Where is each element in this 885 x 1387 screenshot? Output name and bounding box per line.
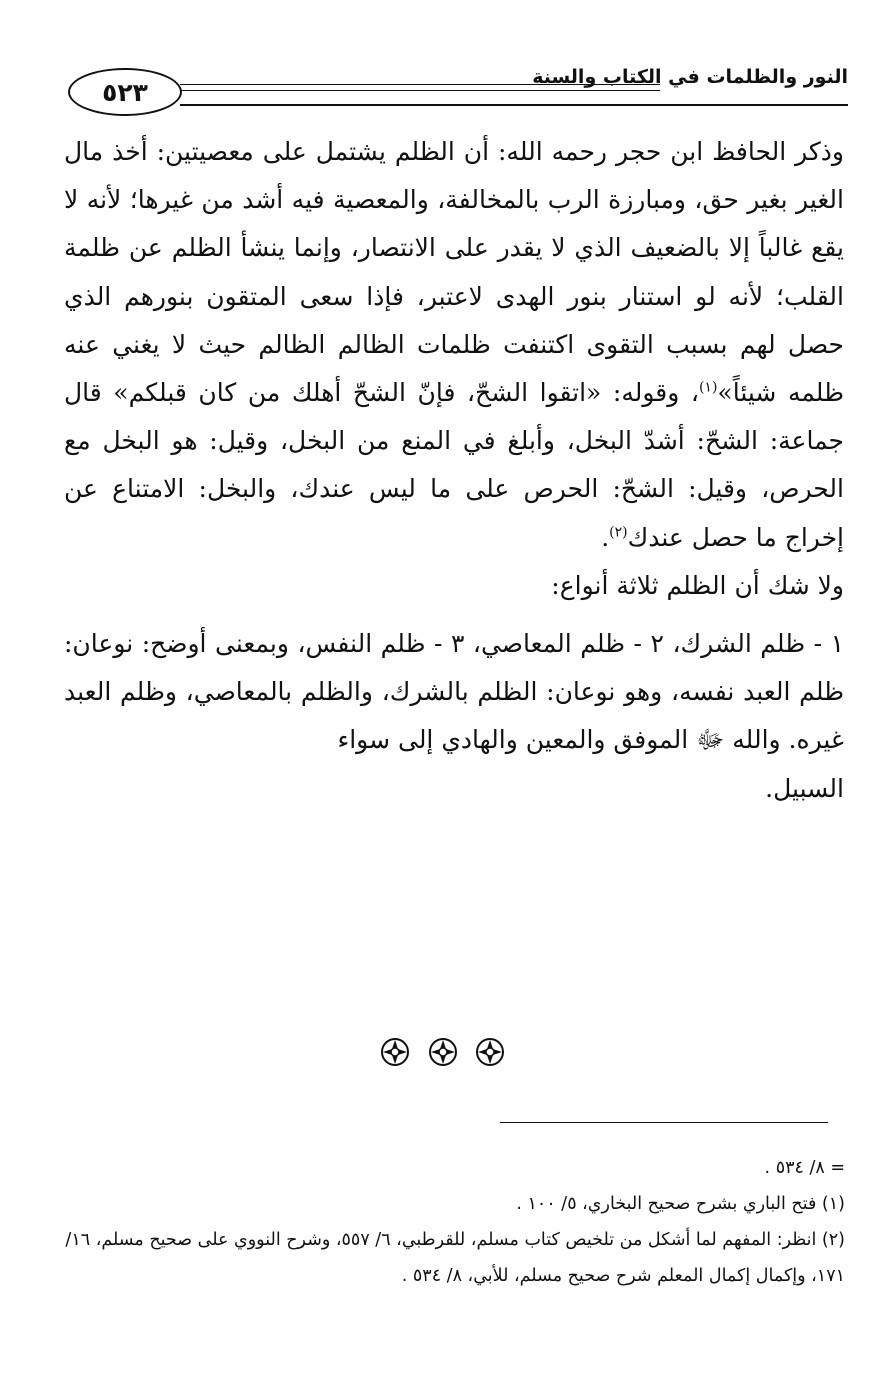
footnote-1: (١) فتح الباري بشرح صحيح البخاري، ٥/ ١٠٠ . [516, 1194, 845, 1214]
flower-ornament-icon [475, 1037, 505, 1067]
page-number-oval [68, 68, 182, 116]
footnote-marker-2: (٢) [609, 524, 628, 541]
footnote-marker-1: (١) [698, 379, 718, 396]
page-header [62, 64, 848, 124]
flower-ornament-icon [380, 1037, 410, 1067]
footnotes [60, 1150, 845, 1294]
paragraph-final-line: السبيل. [765, 773, 844, 803]
main-text [64, 128, 844, 813]
paragraph-types-list: ١ - ظلم الشرك، ٢ - ظلم المعاصي، ٣ - ظلم النفس، وبمعنى أوضح: نوعان: ظلم العبد نفسه، وهو نوعان: الظلم بالشرك، والظلم بالمعاصي، وظلم العبد غيره. والله ﷻ الموفق والمعين والهادي إلى سواء [64, 629, 845, 755]
paragraph-three-types: ولا شك أن الظلم ثلاثة أنواع: [551, 570, 844, 600]
footnote-2: (٢) انظر: المفهم لما أشكل من تلخيص كتاب مسلم، للقرطبي، ٦/ ٥٥٧، وشرح النووي على صحيح مسلم، ١٦/ ١٧١، وإكمال إكمال المعلم شرح صحيح مسلم، للأبي، ٨/ ٥٣٤ . [65, 1230, 845, 1286]
page-number: ٥٢٣ [102, 77, 148, 107]
footnote-separator [500, 1122, 828, 1123]
running-title: النور والظلمات في الكتاب والسنة [532, 66, 848, 88]
header-rule-middle [180, 90, 660, 91]
paragraph-text-continued: ، وقوله: «اتقوا الشحّ، فإنّ الشحّ أهلك من كان قبلكم» قال جماعة: الشحّ: أشدّ البخل، وأبلغ في المنع من البخل، وقيل: هو البخل مع الحرص، وقيل: الشحّ: الحرص على ما ليس عندك، والبخل: الامتناع عن إخراج ما حصل عندك [64, 378, 844, 552]
flower-ornament-icon [428, 1037, 458, 1067]
paragraph-hadith-explanation [64, 128, 844, 562]
section-ornaments [380, 1036, 505, 1068]
paragraph-text: وذكر الحافظ ابن حجر رحمه الله: أن الظلم يشتمل على معصيتين: أخذ مال الغير بغير حق، ومبارزة الرب بالمخالفة، والمعصية فيه أشد من غيرها؛ لأنه لا يقع غالباً إلا بالضعيف الذي لا يقدر على الانتصار، وإنما ينشأ الظلم عن ظلمة القلب؛ لأنه لو استنار بنور الهدى لاعتبر، فإذا سعى المتقون بنورهم الذي حصل لهم بسبب التقوى اكتنفت ظلمات الظالم الظالم حيث لا يغني عنه ظلمه شيئاً» [64, 137, 844, 408]
paragraph-end: . [601, 522, 610, 552]
header-rule-bottom [180, 104, 848, 106]
footnote-continued: = ٨/ ٥٣٤ . [764, 1158, 845, 1178]
